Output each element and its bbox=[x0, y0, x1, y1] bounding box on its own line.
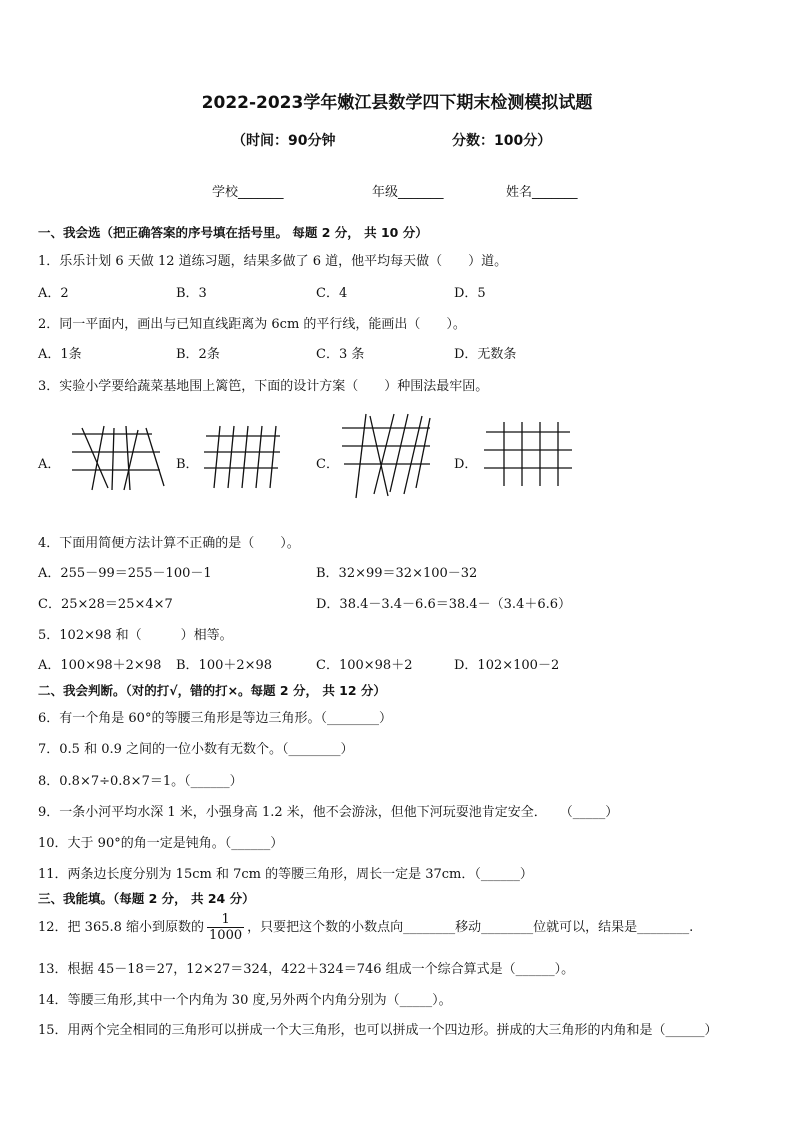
fence-figure-c bbox=[338, 410, 434, 502]
q5-option-b: B．100＋2×98 bbox=[176, 658, 273, 673]
q4-option-b: B．32×99＝32×100－32 bbox=[316, 566, 478, 581]
q3-option-b: B． bbox=[176, 457, 199, 472]
question-6: 6．有一个角是 60°的等腰三角形是等边三角形。（________） bbox=[38, 711, 392, 726]
school-field: 学校_______ bbox=[212, 185, 284, 200]
name-field: 姓名_______ bbox=[506, 185, 578, 200]
score-label: 分数：100分） bbox=[452, 133, 552, 149]
grade-field: 年级_______ bbox=[372, 185, 444, 200]
question-5: 5．102×98 和（ ）相等。 bbox=[38, 628, 233, 643]
q2-option-d: D．无数条 bbox=[454, 347, 517, 362]
fraction-numerator: 1 bbox=[207, 912, 244, 928]
q4-option-c: C．25×28＝25×4×7 bbox=[38, 597, 173, 612]
q4-option-d: D．38.4－3.4－6.6＝38.4－（3.4＋6.6） bbox=[316, 597, 572, 612]
fence-figure-a bbox=[68, 420, 168, 495]
time-label: （时间：90分钟 bbox=[232, 133, 336, 149]
question-9: 9．一条小河平均水深 1 米，小强身高 1.2 米，他不会游泳，但他下河玩耍池肯定安全． （_____） bbox=[38, 805, 619, 820]
fence-figure-b bbox=[200, 422, 284, 492]
q12-text-before: 12．把 365.8 缩小到原数的 bbox=[38, 920, 205, 935]
exam-title: 2022-2023学年嫩江县数学四下期末检测模拟试题 bbox=[201, 93, 593, 113]
q2-option-c: C．3 条 bbox=[316, 347, 365, 362]
q5-option-a: A．100×98＋2×98 bbox=[38, 658, 162, 673]
section1-heading: 一、我会选（把正确答案的序号填在括号里。 每题 2 分， 共 10 分） bbox=[38, 225, 428, 240]
question-12 bbox=[38, 912, 693, 943]
question-13: 13．根据 45－18＝27，12×27＝324，422＋324＝746 组成一个综合算式是（______）。 bbox=[38, 962, 575, 977]
q5-option-d: D．102×100－2 bbox=[454, 658, 560, 673]
q1-option-d: D．5 bbox=[454, 286, 486, 301]
q2-option-b: B．2条 bbox=[176, 347, 220, 362]
question-3: 3．实验小学要给蔬菜基地围上篱笆，下面的设计方案（ ）种围法最牢固。 bbox=[38, 379, 489, 394]
q4-option-a: A．255－99＝255－100－1 bbox=[38, 566, 212, 581]
q2-option-a: A．1条 bbox=[38, 347, 82, 362]
question-11: 11．两条边长度分别为 15cm 和 7cm 的等腰三角形，周长一定是 37cm．（______） bbox=[38, 867, 533, 882]
question-4: 4．下面用简便方法计算不正确的是（ ）。 bbox=[38, 536, 300, 551]
question-10: 10．大于 90°的角一定是钝角。（______） bbox=[38, 836, 284, 851]
question-14: 14．等腰三角形,其中一个内角为 30 度,另外两个内角分别为（_____）。 bbox=[38, 993, 452, 1008]
q1-option-c: C．4 bbox=[316, 286, 348, 301]
q1-option-b: B．3 bbox=[176, 286, 207, 301]
fraction-1-1000 bbox=[207, 912, 244, 943]
q3-option-a: A． bbox=[38, 457, 61, 472]
question-15: 15．用两个完全相同的三角形可以拼成一个大三角形，也可以拼成一个四边形。拼成的大三角形的内角和是（______） bbox=[38, 1023, 718, 1038]
question-7: 7．0.5 和 0.9 之间的一位小数有无数个。（________） bbox=[38, 742, 354, 757]
q5-option-c: C．100×98＋2 bbox=[316, 658, 413, 673]
question-2: 2．同一平面内，画出与已知直线距离为 6cm 的平行线，能画出（ ）。 bbox=[38, 317, 466, 332]
fraction-denominator: 1000 bbox=[209, 928, 243, 943]
q3-option-d: D． bbox=[454, 457, 478, 472]
question-1: 1．乐乐计划 6 天做 12 道练习题，结果多做了 6 道，他平均每天做（ ）道。 bbox=[38, 254, 508, 269]
fence-figure-d bbox=[480, 418, 576, 490]
section2-heading: 二、我会判断。（对的打√，错的打×。每题 2 分， 共 12 分） bbox=[38, 683, 386, 698]
question-8: 8．0.8×7÷0.8×7＝1。（______） bbox=[38, 774, 243, 789]
q12-text-after: ，只要把这个数的小数点向________移动________位就可以，结果是________. bbox=[247, 920, 694, 935]
q1-option-a: A．2 bbox=[38, 286, 69, 301]
section3-heading: 三、我能填。（每题 2 分， 共 24 分） bbox=[38, 891, 255, 906]
q3-option-c: C． bbox=[316, 457, 339, 472]
